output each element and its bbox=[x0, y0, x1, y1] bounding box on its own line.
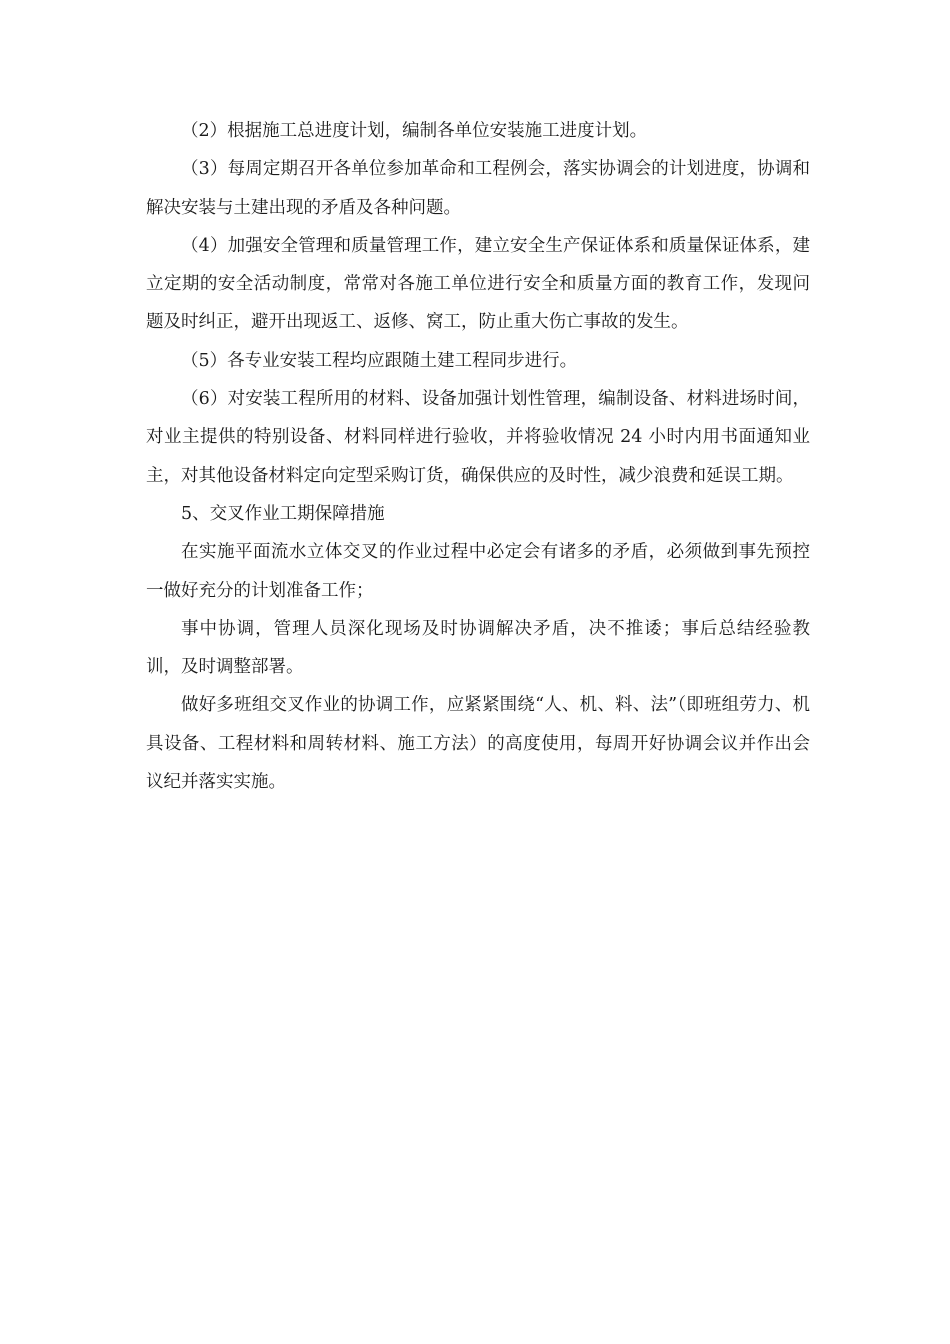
paragraph-item-4: （4）加强安全管理和质量管理工作，建立安全生产保证体系和质量保证体系，建立定期的安全活动制度，常常对各施工单位进行安全和质量方面的教育工作，发现问题及时纠正，避开出现返工、返修、窝工，防止重大伤亡事故的发生。 bbox=[146, 235, 810, 333]
section-heading: 5、交叉作业工期保障措施 bbox=[181, 503, 385, 524]
paragraph-item-5: （5）各专业安装工程均应跟随土建工程同步进行。 bbox=[181, 350, 578, 371]
paragraph-teamwork: 做好多班组交叉作业的协调工作，应紧紧围绕“人、机、料、法”（即班组劳力、机具设备、工程材料和周转材料、施工方法）的高度使用，每周开好协调会议并作出会议纪并落实实施。 bbox=[146, 695, 810, 793]
paragraph-item-3: （3）每周定期召开各单位参加革命和工程例会，落实协调会的计划进度，协调和解决安装与土建出现的矛盾及各种问题。 bbox=[146, 159, 810, 218]
paragraph-item-6: （6）对安装工程所用的材料、设备加强计划性管理，编制设备、材料进场时间，对业主提供的特别设备、材料同样进行验收，并将验收情况 24 小时内用书面通知业主，对其他设备材料定向定型采购订货，确保供应的及时性，减少浪费和延误工期。 bbox=[146, 389, 810, 486]
paragraph-coordination: 事中协调，管理人员深化现场及时协调解决矛盾，决不推诿；事后总结经验教训，及时调整部署。 bbox=[146, 618, 810, 678]
paragraph-item-2: （2）根据施工总进度计划，编制各单位安装施工进度计划。 bbox=[181, 121, 648, 141]
document-body bbox=[146, 112, 810, 801]
paragraph-prevention: 在实施平面流水立体交叉的作业过程中必定会有诸多的矛盾，必须做到事先预控一做好充分的计划准备工作； bbox=[146, 542, 810, 601]
